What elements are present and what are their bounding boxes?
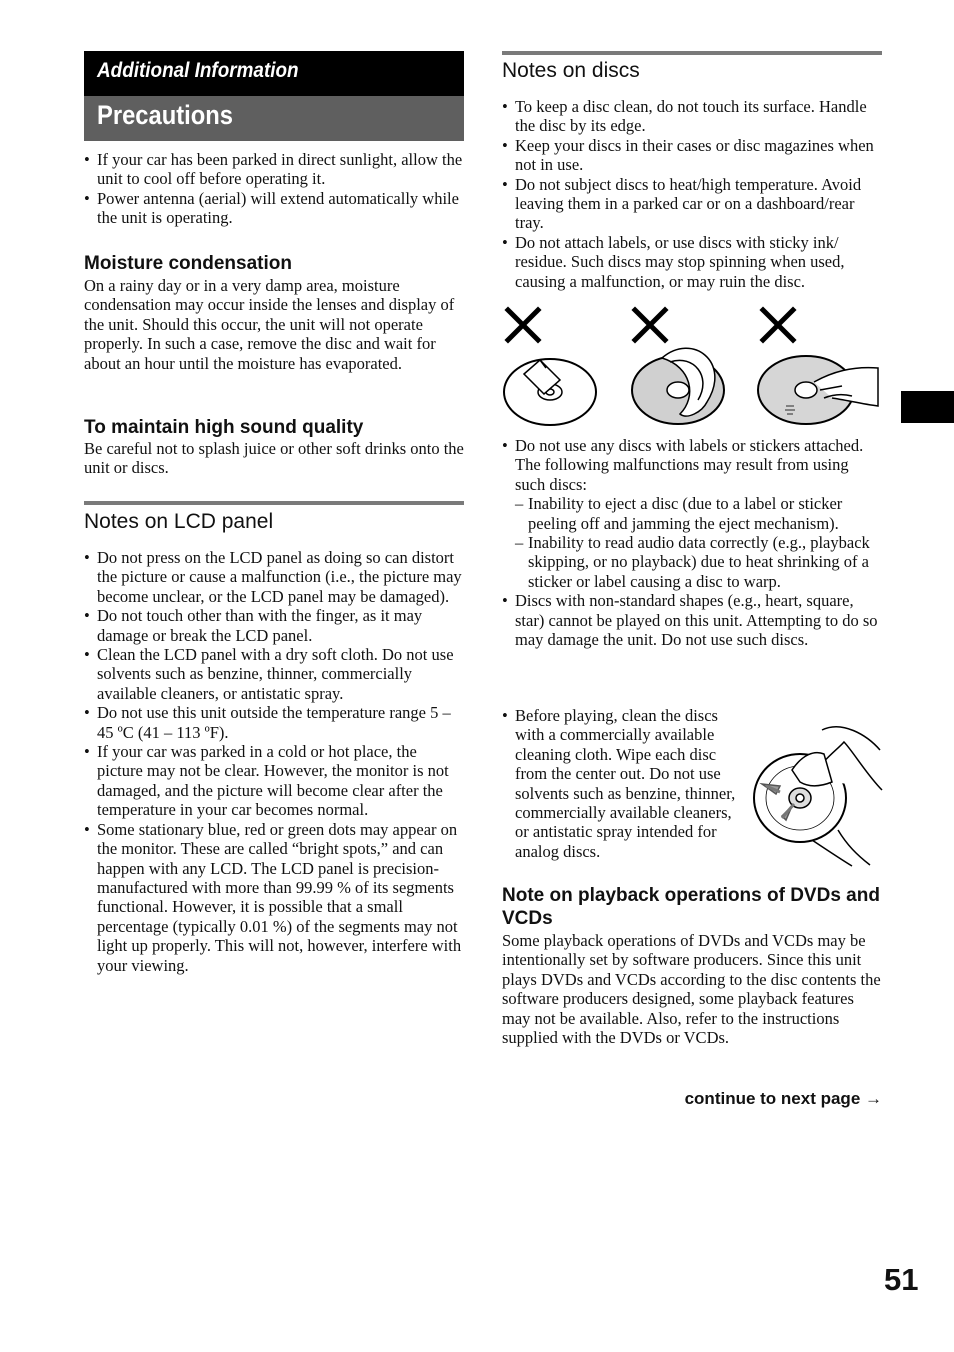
sticky-disc-icon	[758, 356, 878, 424]
list-item: • Keep your discs in their cases or disc magazines when not in use.	[502, 136, 882, 175]
list-item: • Some stationary blue, red or green dots may appear on the monitor. These are called “bright spots,” and can happen with any LCD. The LCD panel is precision-manufactured with more than 99.99 % of its segments functional. However, it is possible that a small percentage (typically 0.01 %) of the segments may not light up properly. This will not, however, interfere with your viewing.	[84, 820, 464, 975]
list-item: • If your car was parked in a cold or hot place, the picture may not be clear. However, the monitor is not damaged, and the picture will become clear after the temperature in your car becomes normal.	[84, 742, 464, 820]
list-item: • Power antenna (aerial) will extend automatically while the unit is operating.	[84, 189, 464, 228]
list-item: • Before playing, clean the discs with a commercially available cleaning cloth. Wipe each disc from the center out. Do not use solvents such as benzine, thinner, commercially available cleaners, or antistatic spray intended for analog discs.	[502, 706, 748, 861]
disc-usage-list	[502, 436, 882, 649]
list-item: • Do not press on the LCD panel as doing so can distort the picture or cause a malfunction (i.e., the picture may become unclear, or the LCD panel may be damaged).	[84, 548, 464, 606]
playback-text: Some playback operations of DVDs and VCDs may be intentionally set by software producers. Since this unit plays DVDs and VCDs according to the disc contents the software producers designed, some playback features may not be available. Also, refer to the instructions supplied with the DVDs or VCDs.	[502, 931, 881, 1048]
list-item	[502, 436, 882, 591]
section-rule	[84, 501, 464, 505]
list-item: • If your car has been parked in direct sunlight, allow the unit to cool off before operating it.	[84, 150, 464, 189]
list-item: • Do not attach labels, or use discs with sticky ink/ residue. Such discs may stop spinning when used, causing a malfunction, or may ruin the disc.	[502, 233, 882, 291]
intro-list	[84, 150, 464, 228]
page-title: Precautions	[97, 100, 234, 130]
warped-disc-icon	[632, 348, 724, 424]
cross-mark-icon	[508, 310, 538, 340]
moisture-heading: Moisture condensation	[84, 253, 292, 274]
list-item: – Inability to read audio data correctly (e.g., playback skipping, or no playback) due to heat shrinking of a sticker or label causing a disc to warp.	[515, 533, 882, 591]
disc-with-label-icon	[504, 359, 596, 425]
playback-heading: Note on playback operations of DVDs and VCDs	[502, 885, 880, 929]
list-item: • Clean the LCD panel with a dry soft cloth. Do not use solvents such as benzine, thinner, commercially available cleaners, or antistatic spray.	[84, 645, 464, 703]
labels-warning: • Do not use any discs with labels or stickers attached.	[515, 436, 864, 455]
section-title: Additional Information	[97, 59, 299, 82]
disc-cleaning-icon	[752, 720, 884, 870]
list-item: • To keep a disc clean, do not touch its surface. Handle the disc by its edge.	[502, 97, 882, 136]
list-item: • Do not use this unit outside the temperature range 5 – 45 ºC (41 – 113 ºF).	[84, 703, 464, 742]
discs-heading: Notes on discs	[502, 59, 640, 82]
side-tab-marker	[901, 391, 954, 423]
sound-heading: To maintain high sound quality	[84, 417, 364, 438]
list-item: • Discs with non-standard shapes (e.g., heart, square, star) cannot be played on this unit. Attempting to do so may damage the unit. Do not use such discs.	[502, 591, 882, 649]
page-number: 51	[884, 1262, 919, 1297]
list-item: – Inability to eject a disc (due to a label or sticker peeling off and jamming the eject mechanism).	[515, 494, 882, 533]
malfunction-list	[515, 494, 882, 591]
page-title-banner	[84, 96, 464, 141]
moisture-text: On a rainy day or in a very damp area, moisture condensation may occur inside the lenses and display of the unit. Should this occur, the unit will not operate properly. In such a case, remove the disc and wait for about an hour until the moisture has evaporated.	[84, 276, 455, 373]
list-item: • Do not touch other than with the finger, as it may damage or break the LCD panel.	[84, 606, 464, 645]
section-rule	[502, 51, 882, 55]
sound-text: Be careful not to splash juice or other soft drinks onto the unit or discs.	[84, 439, 464, 478]
cleaning-list	[502, 706, 748, 861]
prohibited-discs-illustration	[502, 302, 882, 430]
section-banner	[84, 51, 464, 96]
lcd-list	[84, 548, 464, 975]
cross-mark-icon	[635, 310, 665, 340]
labels-consequence: The following malfunctions may result from using such discs:	[515, 455, 849, 494]
continue-indicator: continue to next page →	[684, 1089, 882, 1108]
discs-list	[502, 97, 882, 291]
lcd-heading: Notes on LCD panel	[84, 510, 274, 533]
list-item: • Do not subject discs to heat/high temperature. Avoid leaving them in a parked car or on a dashboard/rear tray.	[502, 175, 882, 233]
cross-mark-icon	[763, 310, 793, 340]
